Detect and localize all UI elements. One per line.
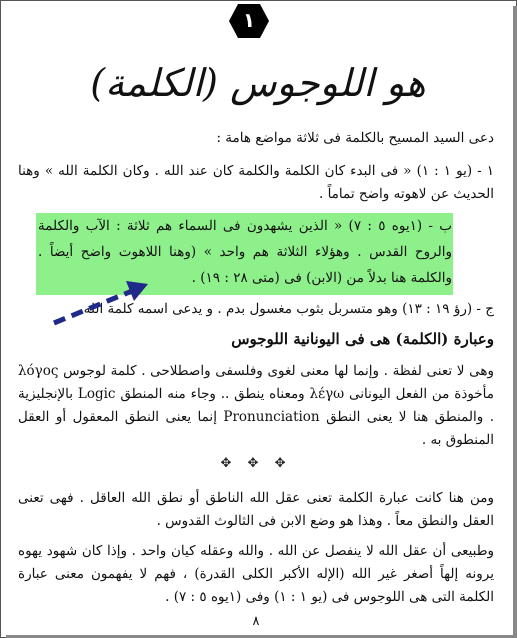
dashed-arrow-icon: [50, 275, 160, 330]
chapter-badge: [228, 3, 270, 39]
intro-text: دعى السيد المسيح بالكلمة فى ثلاثة مواضع هامة :: [216, 130, 494, 146]
paragraph-a: ١ - (يو ١ : ١) « فى البدء كان الكلمة والكلمة كان عند الله . وكان الكلمة الله » وهنا الحديث عن لاهوته واضح تماماً .: [18, 163, 494, 202]
paragraph-nature: وطبيعى أن عقل الله لا ينفصل عن الله . والله وعقله كيان واحد . وإذا كان شهود يهوه يرونه إلهاً أصغر غير الله (الإله الأكبر الكلى القدرة) ، فهم لا يفهمون معنى عبارة الكلمة التى هى اللوجوس فى (يو ١ : ١) وفى (١يوه ٥ : ٧) .: [18, 543, 494, 605]
section-subheading: وعبارة (الكلمة) هى فى اليونانية اللوجوس: [231, 330, 494, 348]
paragraph-meaning: ومن هنا كانت عبارة الكلمة تعنى عقل الله الناطق أو نطق الله العاقل . فهى تعنى العقل والنطق معاً . وهذا هو وضع الابن فى الثالوث القدوس .: [18, 490, 494, 529]
paragraph-c: ج - (رؤ ١٩ : ١٣) وهو متسربل بثوب مغسول بدم . و يدعى اسمه كلمة الله .: [75, 301, 494, 317]
page-number: ٨: [252, 614, 260, 629]
page-shadow-right: [513, 6, 517, 636]
chapter-number: ١: [242, 8, 256, 32]
chapter-title: هو اللوجوس (الكلمة): [90, 61, 426, 105]
paragraph-logos: وهى لا تعنى لفظة . وإنما لها معنى لغوى وفلسفى واصطلاحى . كلمة لوجوس λόγος مأخوذة من الفعل اليونانى λέγω ومعناه ينطق .. وجاء منه المنطق Logic بالإنجليزية . والمنطق هنا لا يعنى النطق Pronunciation إنما يعنى النطق المعقول أو العقل المنطوق به .: [18, 363, 494, 448]
paragraph-b: ب - (١يوه ٥ : ٧) « الذين يشهدون فى السماء هم ثلاثة : الآب والكلمة والروح القدس . وهؤلاء الثلاثة هم واحد » (وهنا اللاهوت واضح أيضاً . والكلمة هنا بدلاً من (الابن) فى (متى ٢٨ : ١٩) .: [38, 218, 452, 286]
ornament-divider: ✥ ✥ ✥: [220, 456, 292, 471]
